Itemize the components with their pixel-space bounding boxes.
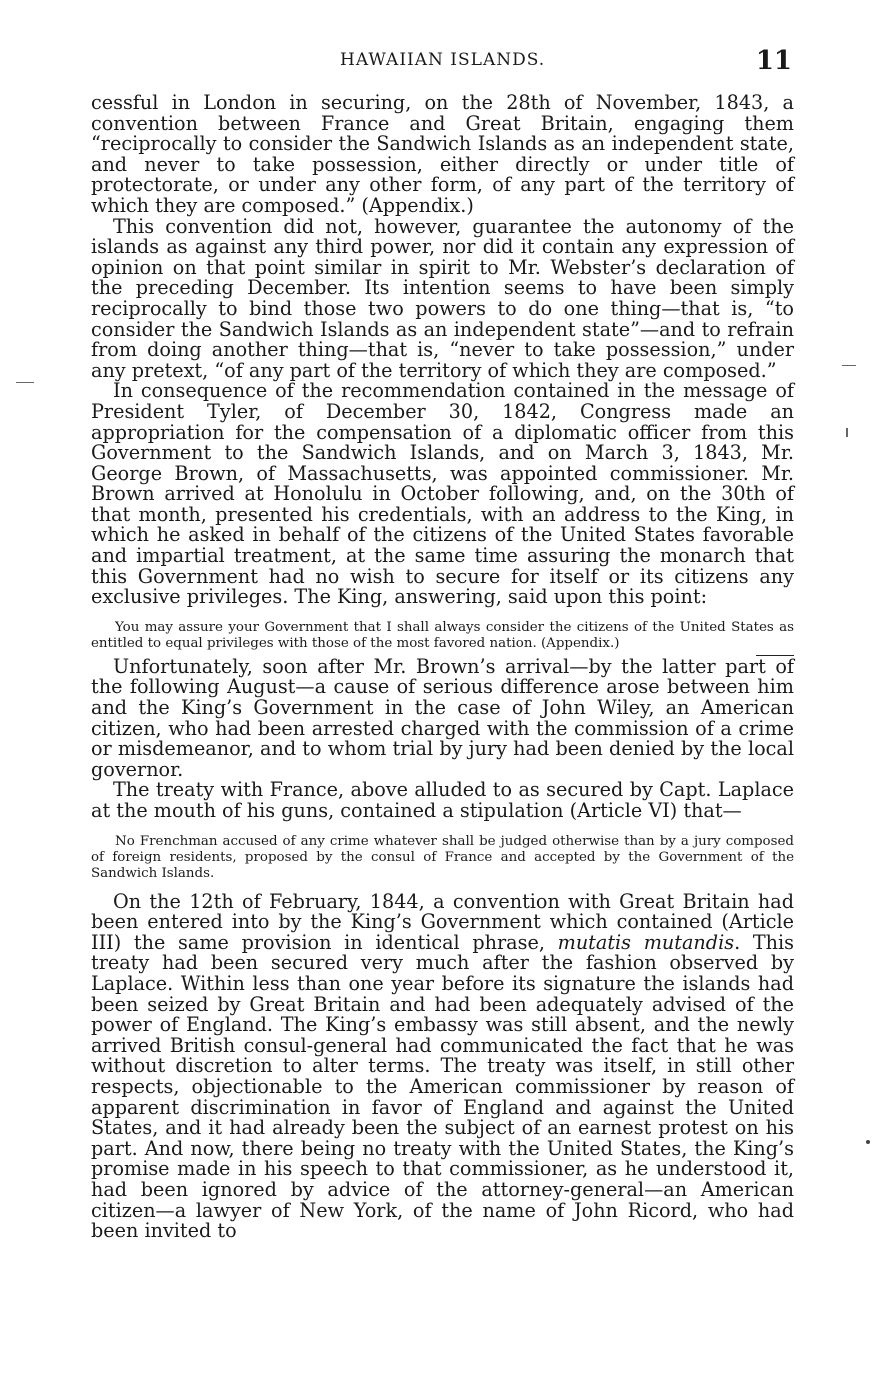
margin-dot	[866, 1140, 870, 1144]
italic-phrase: mutatis mutandis	[557, 930, 735, 954]
body-text	[91, 93, 794, 1242]
block-quote-article-vi: No Frenchman accused of any crime whatever shall be judged otherwise than by a jury composed of foreign residents, proposed by the consul of France and accepted by the Government of the Sandwich Islands.	[91, 833, 794, 881]
margin-dash-right	[842, 365, 856, 366]
running-title: HAWAIIAN ISLANDS.	[340, 50, 546, 70]
margin-dash-left	[16, 382, 34, 383]
paragraph-brown-appointment: In consequence of the recommendation contained in the message of President Tyler, of December 30, 1842, Congress made an appropriation for the compensation of a diplomatic officer from this Government to the Sandwich Islands, and on March 3, 1843, Mr. George Brown, of Massachusetts, was appointed commissioner. Mr. Brown arrived at Honolulu in October following, and, on the 30th of that month, presented his credentials, with an address to the King, in which he asked in behalf of the citizens of the United States favorable and impartial treatment, at the same time assuring the monarch that this Government had no wish to secure for itself or its citizens any exclusive privileges. The King, answering, said upon this point:	[91, 379, 794, 609]
paragraph-text-part-2: . This treaty had been secured very much after the fashion observed by Laplace. Within less than one year before its signature the islands had been seized by Great Britain and had been adequately advised of the power of England. The King’s embassy was still absent, and the newly arrived British consul-general had communicated the fact that he was without discretion to alter terms. The treaty was itself, in still other respects, objectionable to the American commissioner by reason of apparent discrimination in favor of England and against the United States, and it had already been the subject of an earnest protest on his part. And now, there being no treaty with the United States, the King’s promise made in his speech to that commissioner, as he understood it, had been ignored by advice of the attorney-general—an American citizen—a lawyer of New York, of the name of John Ricord, who had been invited to	[91, 930, 795, 1243]
paragraph-text-part-1: On the 12th of February, 1844, a convention with Great Britain had been entered into by the King’s Government which contained (Article III) the same provision in identical phrase,	[91, 889, 794, 954]
running-head	[92, 48, 792, 82]
paragraph-wiley-case: Unfortunately, soon after Mr. Brown’s arrival—by the latter part of the following August—a cause of serious difference arose between him and the King’s Government in the case of John Wiley, an American citizen, who had been arrested charged with the commission of a crime or misdemeanor, and to whom trial by jury had been denied by the local governor.	[91, 654, 794, 781]
paragraph-continued: cessful in London in securing, on the 28th of November, 1843, a convention between France and Great Britain, engaging them “reciprocally to consider the Sandwich Islands as an independent state, and never to take possession, either directly or under title of protectorate, or under any other form, of any part of the territory of which they are composed.” (Appendix.)	[91, 91, 794, 217]
page-number: 11	[755, 46, 792, 76]
paragraph-british-convention	[91, 889, 795, 1243]
paragraph-convention-analysis: This convention did not, however, guarantee the autonomy of the islands as against any third power, nor did it contain any expression of opinion on that point similar in spirit to Mr. Webster’s declaration of the preceding December. Its intention seems to have been simply reciprocally to bind those two powers to do one thing—that is, “to consider the Sandwich Islands as an independent state”—and to refrain from doing another thing—that is, “never to take possession,” under any pretext, “of any part of the territory of which they are composed.”	[91, 214, 794, 382]
paragraph-france-treaty: The treaty with France, above alluded to as secured by Capt. Laplace at the mouth of his guns, contained a stipulation (Article VI) that—	[91, 778, 794, 822]
block-quote-king-reply: You may assure your Government that I shall always consider the citizens of the United States as entitled to equal privileges with those of the most favored nation. (Appendix.)	[91, 619, 794, 651]
margin-tick	[846, 428, 848, 437]
